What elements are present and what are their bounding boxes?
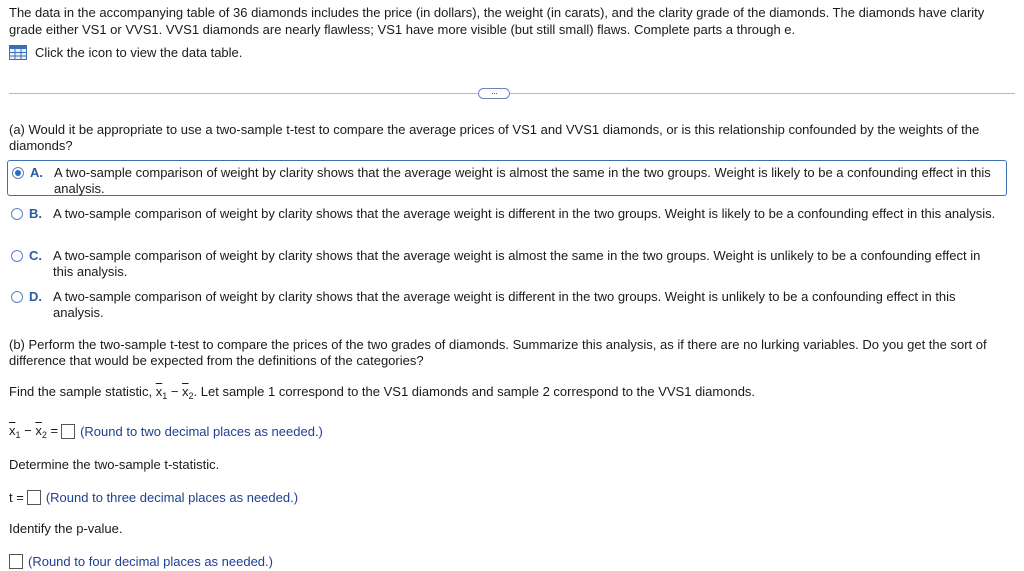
t-answer-row	[9, 488, 298, 506]
t-round-hint: (Round to three decimal places as needed.)	[45, 489, 299, 505]
statistic-answer-input[interactable]	[61, 424, 75, 439]
option-b-text: A two-sample comparison of weight by clarity shows that the average weight is different in the two groups. Weight is likely to be a confounding effect in this analysis.	[53, 206, 996, 221]
option-a-text: A two-sample comparison of weight by clarity shows that the average weight is almost the same in the two groups. Weight is likely to be a confounding effect in this analysis.	[54, 165, 991, 196]
radio-option-b[interactable]	[11, 208, 23, 220]
minus-sign: −	[167, 384, 183, 399]
xbar-2: $\overline{x}$	[182, 384, 189, 399]
option-a-letter: A.	[30, 165, 43, 180]
t-label: t =	[9, 489, 24, 505]
part-a-question: (a) Would it be appropriate to use a two-sample t-test to compare the average prices of VS1 and VVS1 diamonds, or is this relationship confounded by the weights of the diamonds?	[9, 122, 980, 153]
xbar-1-sub: 1	[162, 391, 168, 401]
view-data-table-label[interactable]: Click the icon to view the data table.	[35, 44, 243, 60]
section-divider	[9, 93, 1015, 94]
view-data-table-link[interactable]	[9, 43, 242, 61]
p-answer-input[interactable]	[9, 554, 23, 569]
option-a[interactable]	[7, 160, 1007, 196]
find-statistic-pre: Find the sample statistic,	[9, 384, 153, 399]
data-table-icon[interactable]	[9, 45, 27, 60]
option-c-text: A two-sample comparison of weight by clarity shows that the average weight is almost the same in the two groups. Weight is unlikely to be a confounding effect in this analysis.	[53, 248, 981, 279]
p-answer-row	[9, 552, 273, 570]
radio-option-d[interactable]	[11, 291, 23, 303]
p-value-prompt: Identify the p-value.	[9, 521, 123, 536]
option-c-letter: C.	[29, 248, 42, 263]
option-d-text: A two-sample comparison of weight by clarity shows that the average weight is different in the two groups. Weight is unlikely to be a confounding effect in this analysis.	[53, 289, 956, 320]
expand-more-button[interactable]: ···	[478, 88, 510, 99]
option-d[interactable]	[7, 285, 1007, 319]
t-answer-input[interactable]	[27, 490, 41, 505]
statistic-answer-row	[9, 422, 323, 440]
option-b[interactable]	[7, 202, 1007, 236]
find-statistic-prompt	[9, 384, 1009, 404]
part-b-question: (b) Perform the two-sample t-test to compare the prices of the two grades of diamonds. Summarize this analysis, as if there are no lurking variables. Do you get the sort of difference that would be expected from the definitions of the categories?	[9, 337, 987, 368]
statistic-label: $\overline{x}_1 - \overline{x}_2$ =	[9, 422, 59, 440]
radio-option-a[interactable]	[12, 167, 24, 179]
xbar-2-sub: 2	[188, 391, 194, 401]
option-b-letter: B.	[29, 206, 42, 221]
option-d-letter: D.	[29, 289, 42, 304]
statistic-round-hint: (Round to two decimal places as needed.)	[80, 423, 323, 439]
t-statistic-prompt: Determine the two-sample t-statistic.	[9, 457, 220, 472]
p-round-hint: (Round to four decimal places as needed.)	[28, 553, 273, 569]
find-statistic-post: . Let sample 1 correspond to the VS1 diamonds and sample 2 correspond to the VVS1 diamonds.	[193, 384, 756, 399]
option-c[interactable]	[7, 244, 1007, 278]
xbar-1: $\overline{x}$	[155, 384, 163, 399]
radio-option-c[interactable]	[11, 250, 23, 262]
problem-intro: The data in the accompanying table of 36 diamonds includes the price (in dollars), the weight (in carats), and the clarity grade of the diamonds. The diamonds have clarity grade either VS1 or VVS1. VVS1 diamonds are nearly flawless; VS1 have more visible (but still small) flaws. Complete parts a through e.	[9, 5, 985, 37]
